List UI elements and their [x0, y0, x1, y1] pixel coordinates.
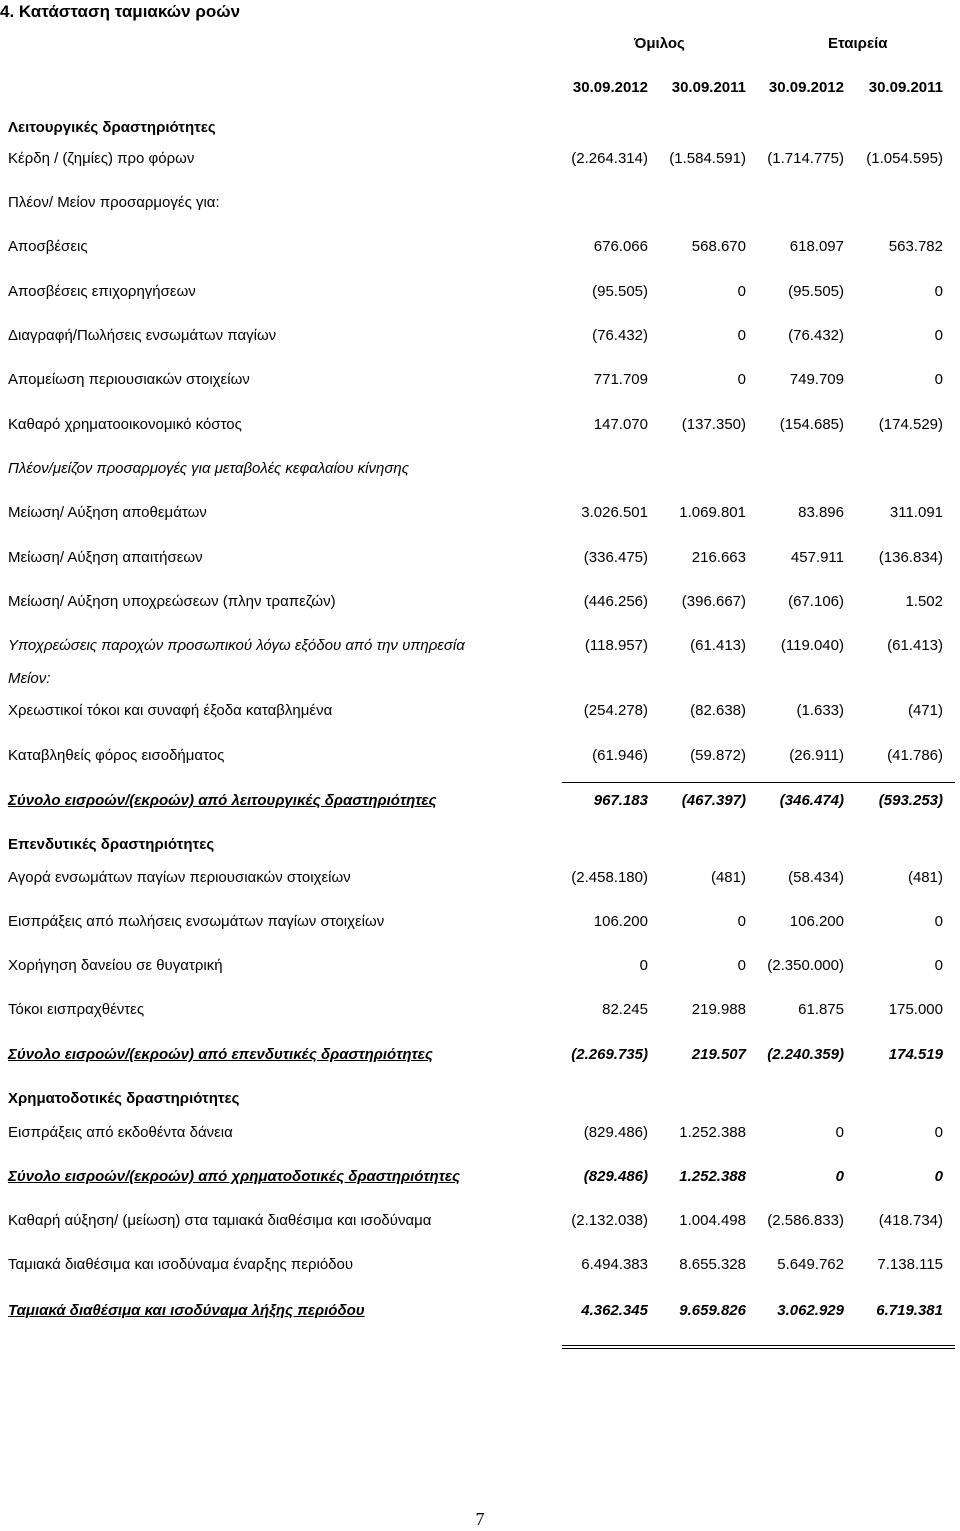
table-row — [0, 668, 960, 690]
table-row — [0, 1122, 960, 1144]
table-row — [0, 745, 960, 767]
subtotal-rule — [562, 782, 955, 783]
value-col-2: 1.004.498 — [679, 1212, 746, 1229]
row-label: Καθαρή αύξηση/ (μείωση) στα ταμιακά διαθέσιμα και ισοδύναμα — [8, 1212, 432, 1229]
value-col-4: (61.413) — [887, 637, 943, 654]
table-row — [0, 236, 960, 258]
total-row — [0, 790, 960, 812]
row-label: Σύνολο εισροών/(εκροών) από επενδυτικές δραστηριότητες — [8, 1046, 433, 1063]
final-total-double-rule-top — [562, 1345, 955, 1346]
company-column-header: Εταιρεία — [828, 35, 888, 52]
value-col-1: (61.946) — [592, 747, 648, 764]
section-header-row — [0, 117, 960, 139]
value-col-3: (119.040) — [780, 637, 844, 654]
value-col-4: 0 — [934, 913, 943, 930]
page-number: 7 — [475, 1509, 485, 1529]
value-col-2: (396.667) — [681, 593, 746, 610]
row-label: Μείωση/ Αύξηση υποχρεώσεων (πλην τραπεζών) — [8, 593, 336, 610]
row-label: Αγορά ενσωμάτων παγίων περιουσιακών στοιχείων — [8, 869, 351, 886]
value-col-2: 0 — [737, 327, 746, 344]
value-col-4: 7.138.115 — [877, 1256, 943, 1273]
row-label: Πλέον/ Μείον προσαρμογές για: — [8, 194, 220, 211]
value-col-3: 5.649.762 — [777, 1256, 844, 1273]
value-col-4: (593.253) — [878, 792, 943, 809]
value-col-3: 83.896 — [798, 504, 844, 521]
value-col-2: (137.350) — [681, 416, 746, 433]
value-col-3: 749.709 — [789, 371, 844, 388]
row-label: Ταμιακά διαθέσιμα και ισοδύναμα έναρξης περιόδου — [8, 1256, 354, 1273]
table-row — [0, 867, 960, 889]
value-col-1: 106.200 — [593, 913, 648, 930]
value-col-1: 30.09.2012 — [572, 79, 648, 96]
row-label: Χρηματοδοτικές δραστηριότητες — [8, 1090, 240, 1107]
value-col-4: 0 — [934, 1168, 943, 1185]
table-row — [0, 458, 960, 480]
value-col-1: (446.256) — [583, 593, 648, 610]
value-col-1: 967.183 — [593, 792, 648, 809]
row-label: Τόκοι εισπραχθέντες — [8, 1001, 145, 1018]
row-label: Ταμιακά διαθέσιμα και ισοδύναμα λήξης περιόδου — [8, 1302, 365, 1319]
value-col-2: (61.413) — [690, 637, 746, 654]
row-label: Κέρδη / (ζημίες) προ φόρων — [8, 150, 195, 167]
value-col-1: (336.475) — [583, 549, 648, 566]
value-col-2: 1.069.801 — [679, 504, 746, 521]
value-col-4: (418.734) — [878, 1212, 943, 1229]
table-row — [0, 369, 960, 391]
value-col-2: 0 — [737, 371, 746, 388]
value-col-2: 0 — [737, 283, 746, 300]
table-row — [0, 414, 960, 436]
table-row — [0, 635, 960, 657]
value-col-1: 771.709 — [593, 371, 648, 388]
value-col-4: 6.719.381 — [876, 1302, 943, 1319]
value-col-2: (1.584.591) — [669, 150, 746, 167]
table-row — [0, 591, 960, 613]
page-heading: 4. Κατάσταση ταμιακών ροών — [0, 2, 241, 21]
row-label: Χρεωστικοί τόκοι και συναφή έξοδα καταβλημένα — [8, 702, 333, 719]
section-header-row — [0, 834, 960, 856]
value-col-4: 0 — [934, 283, 943, 300]
table-row — [0, 999, 960, 1021]
row-label: Σύνολο εισροών/(εκροών) από χρηματοδοτικές δραστηριότητες — [8, 1168, 461, 1185]
value-col-4: 1.502 — [905, 593, 943, 610]
value-col-4: 0 — [934, 371, 943, 388]
value-col-3: (58.434) — [788, 869, 844, 886]
value-col-1: (95.505) — [592, 283, 648, 300]
value-col-2: 9.659.826 — [679, 1302, 746, 1319]
value-col-4: (174.529) — [878, 416, 943, 433]
value-col-1: (2.264.314) — [571, 150, 648, 167]
table-row — [0, 325, 960, 347]
value-col-4: 0 — [934, 327, 943, 344]
value-col-4: 0 — [934, 957, 943, 974]
row-label: Λειτουργικές δραστηριότητες — [8, 119, 216, 136]
value-col-3: (76.432) — [788, 327, 844, 344]
value-col-1: (2.458.180) — [571, 869, 648, 886]
table-row — [0, 955, 960, 977]
row-label: Σύνολο εισροών/(εκροών) από λειτουργικές δραστηριότητες — [8, 792, 437, 809]
value-col-3: 106.200 — [789, 913, 844, 930]
value-col-1: (2.132.038) — [571, 1212, 648, 1229]
value-col-1: 147.070 — [593, 416, 648, 433]
row-label: Μείωση/ Αύξηση αποθεμάτων — [8, 504, 207, 521]
value-col-3: (1.714.775) — [767, 150, 844, 167]
table-row — [0, 148, 960, 170]
table-row — [0, 502, 960, 524]
value-col-3: 3.062.929 — [777, 1302, 844, 1319]
value-col-3: 61.875 — [798, 1001, 844, 1018]
value-col-3: 618.097 — [789, 238, 844, 255]
value-col-1: 0 — [639, 957, 648, 974]
value-col-3: 457.911 — [790, 549, 844, 566]
value-col-3: (95.505) — [788, 283, 844, 300]
value-col-4: 311.091 — [889, 504, 943, 521]
total-row — [0, 1044, 960, 1066]
value-col-1: (254.278) — [583, 702, 648, 719]
row-label: Χορήγηση δανείου σε θυγατρική — [8, 957, 223, 974]
value-col-1: (829.486) — [583, 1168, 648, 1185]
row-label: Μείον: — [8, 670, 51, 687]
value-col-2: 216.663 — [691, 549, 746, 566]
value-col-4: (41.786) — [887, 747, 943, 764]
value-col-2: 1.252.388 — [679, 1124, 746, 1141]
row-label: Απομείωση περιουσιακών στοιχείων — [8, 371, 250, 388]
value-col-1: 82.245 — [602, 1001, 648, 1018]
value-col-4: 174.519 — [888, 1046, 943, 1063]
value-col-2: (59.872) — [690, 747, 746, 764]
value-col-2: 8.655.328 — [679, 1256, 746, 1273]
group-column-header: Όμιλος — [634, 35, 685, 52]
total-row — [0, 1166, 960, 1188]
table-row — [0, 281, 960, 303]
table-row — [0, 700, 960, 722]
row-label: Αποσβέσεις — [8, 238, 88, 255]
value-col-1: (2.269.735) — [571, 1046, 648, 1063]
value-col-2: 0 — [737, 957, 746, 974]
value-col-3: 0 — [835, 1168, 844, 1185]
value-col-2: (82.638) — [690, 702, 746, 719]
value-col-1: (76.432) — [592, 327, 648, 344]
value-col-4: 30.09.2011 — [868, 79, 943, 96]
final-total-double-rule-bottom — [562, 1348, 955, 1349]
value-col-1: 3.026.501 — [581, 504, 648, 521]
row-label: Υποχρεώσεις παροχών προσωπικού λόγω εξόδου από την υπηρεσία — [8, 637, 465, 654]
row-label: Εισπράξεις από εκδοθέντα δάνεια — [8, 1124, 233, 1141]
value-col-3: (2.350.000) — [767, 957, 844, 974]
table-row — [0, 1254, 960, 1276]
value-col-4: (471) — [907, 702, 943, 719]
value-col-2: 1.252.388 — [679, 1168, 746, 1185]
value-col-2: 219.507 — [691, 1046, 746, 1063]
value-col-3: (26.911) — [789, 747, 844, 764]
section-header-row — [0, 1088, 960, 1110]
value-col-4: (1.054.595) — [866, 150, 943, 167]
value-col-2: (467.397) — [681, 792, 746, 809]
value-col-2: 0 — [737, 913, 746, 930]
value-col-2: 568.670 — [691, 238, 746, 255]
row-label: Αποσβέσεις επιχορηγήσεων — [8, 283, 196, 300]
value-col-4: 563.782 — [888, 238, 943, 255]
total-row — [0, 1300, 960, 1322]
value-col-3: (2.586.833) — [767, 1212, 844, 1229]
value-col-4: 0 — [934, 1124, 943, 1141]
value-col-3: 30.09.2012 — [768, 79, 844, 96]
value-col-3: 0 — [835, 1124, 844, 1141]
value-col-1: 4.362.345 — [581, 1302, 648, 1319]
value-col-4: (136.834) — [878, 549, 943, 566]
row-label: Εισπράξεις από πωλήσεις ενσωμάτων παγίων στοιχείων — [8, 913, 385, 930]
value-col-1: 6.494.383 — [581, 1256, 648, 1273]
row-label: Πλέον/μείζον προσαρμογές για μεταβολές κεφαλαίου κίνησης — [8, 460, 409, 477]
value-col-1: 676.066 — [593, 238, 648, 255]
value-col-2: 219.988 — [691, 1001, 746, 1018]
value-col-3: (67.106) — [788, 593, 844, 610]
table-row — [0, 192, 960, 214]
table-row — [0, 547, 960, 569]
table-row — [0, 911, 960, 933]
value-col-2: (481) — [710, 869, 746, 886]
value-col-3: (346.474) — [779, 792, 844, 809]
value-col-4: (481) — [907, 869, 943, 886]
value-col-1: (118.957) — [584, 637, 648, 654]
table-row — [0, 1210, 960, 1232]
value-col-1: (829.486) — [583, 1124, 648, 1141]
row-label: Μείωση/ Αύξηση απαιτήσεων — [8, 549, 203, 566]
value-col-3: (1.633) — [796, 702, 844, 719]
value-col-3: (154.685) — [779, 416, 844, 433]
row-label: Επενδυτικές δραστηριότητες — [8, 836, 215, 853]
row-label: Διαγραφή/Πωλήσεις ενσωμάτων παγίων — [8, 327, 277, 344]
value-col-3: (2.240.359) — [767, 1046, 844, 1063]
date-header-row — [0, 77, 960, 99]
value-col-2: 30.09.2011 — [671, 79, 746, 96]
row-label: Καθαρό χρηματοοικονομικό κόστος — [8, 416, 242, 433]
value-col-4: 175.000 — [888, 1001, 943, 1018]
row-label: Καταβληθείς φόρος εισοδήματος — [8, 747, 225, 764]
